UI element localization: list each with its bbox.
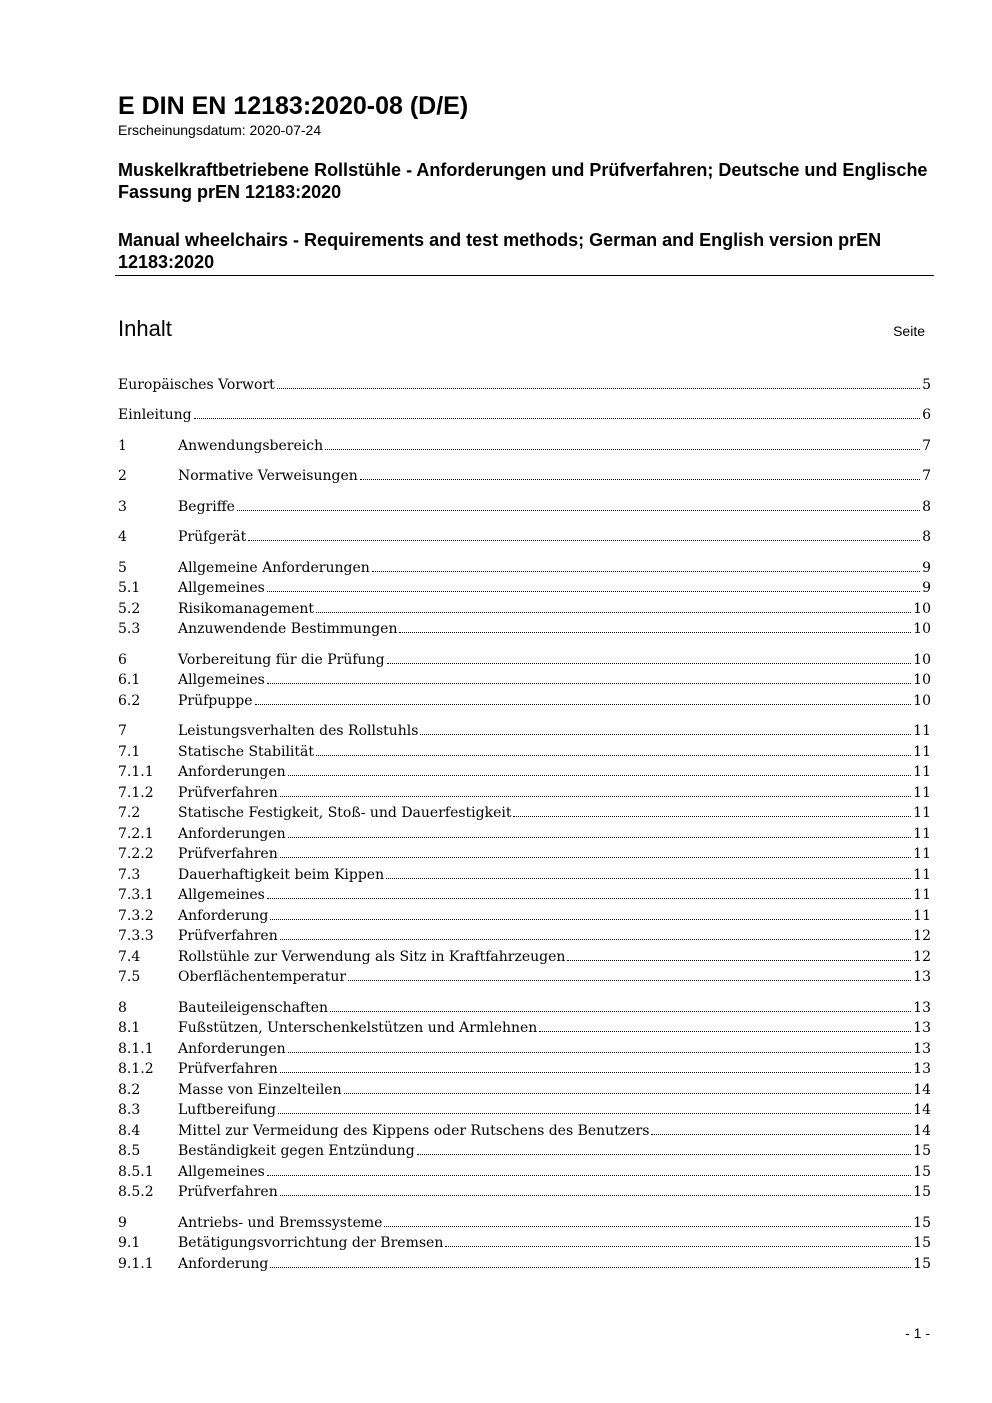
toc-dot-leader [280, 939, 911, 940]
toc-entry-page: 12 [913, 948, 931, 965]
toc-entry[interactable] [118, 944, 931, 965]
toc-entry-number: 9.1 [118, 1235, 141, 1251]
toc-entry-title: Masse von Einzelteilen [178, 1081, 342, 1098]
toc-dot-leader [651, 1134, 911, 1135]
toc-entry[interactable] [118, 403, 931, 424]
toc-entry-page: 9 [922, 559, 931, 576]
toc-entry[interactable] [118, 1077, 931, 1098]
toc-entry-title: Dauerhaftigkeit beim Kippen [178, 866, 385, 883]
toc-dot-leader [348, 980, 911, 981]
toc-entry-title: Anforderung [178, 907, 269, 924]
toc-entry[interactable] [118, 617, 931, 638]
toc-entry-title: Prüfpuppe [178, 692, 253, 709]
toc-entry-page: 11 [913, 887, 931, 903]
toc-dot-leader [445, 1246, 911, 1247]
toc-entry[interactable] [118, 525, 931, 546]
toc-entry-number: 7.2 [118, 805, 141, 821]
toc-entry[interactable] [118, 903, 931, 924]
toc-entry-page: 12 [913, 928, 931, 944]
toc-entry[interactable] [118, 596, 931, 617]
toc-dot-leader [316, 755, 911, 756]
toc-dot-leader [267, 683, 911, 684]
toc-entry[interactable] [118, 647, 931, 668]
toc-entry-title: Anforderung [178, 1255, 269, 1272]
toc-entry-number: 7.3.2 [118, 907, 154, 924]
toc-entry-number: 7.1 [118, 743, 141, 760]
toc-dot-leader [280, 796, 911, 797]
toc-entry-number: 8.3 [118, 1102, 141, 1118]
toc-entry-page: 11 [913, 743, 931, 760]
toc-entry-title: Prüfverfahren [178, 784, 278, 801]
toc-dot-leader [360, 479, 920, 480]
toc-dot-leader [237, 510, 920, 511]
toc-entry-page: 11 [913, 866, 931, 883]
toc-entry-number: 7 [118, 723, 127, 739]
toc-entry[interactable] [118, 668, 931, 689]
toc-entry-title: Anzuwendende Bestimmungen [178, 621, 398, 637]
toc-entry-number: 8.5 [118, 1143, 141, 1159]
toc-entry[interactable] [118, 821, 931, 842]
toc-entry-number: 6 [118, 651, 127, 668]
toc-entry-number: 8.1.2 [118, 1061, 154, 1077]
toc-entry-number: 5.2 [118, 600, 141, 617]
toc-dot-leader [280, 1195, 911, 1196]
toc-entry-page: 10 [913, 672, 931, 688]
toc-entry-number: 4 [118, 529, 127, 545]
toc-entry[interactable] [118, 1139, 931, 1160]
toc-entry[interactable] [118, 576, 931, 597]
toc-entry[interactable] [118, 739, 931, 760]
toc-entry-title: Begriffe [178, 498, 235, 515]
toc-entry[interactable] [118, 1251, 931, 1272]
toc-entry-title: Allgemeines [178, 1163, 265, 1180]
toc-entry-page: 14 [913, 1102, 931, 1118]
toc-entry-page: 15 [913, 1143, 931, 1159]
toc-entry-page: 5 [922, 376, 931, 393]
toc-dot-leader [255, 704, 912, 705]
toc-entry-title: Oberflächentemperatur [178, 969, 347, 985]
toc-dot-leader [194, 418, 921, 419]
toc-entry-number: 7.2.2 [118, 846, 154, 862]
toc-dot-leader [372, 571, 920, 572]
toc-page-label: Seite [893, 323, 925, 339]
toc-dot-leader [539, 1031, 911, 1032]
toc-entry-page: 11 [913, 764, 931, 780]
toc-dot-leader [270, 919, 911, 920]
toc-entry[interactable] [118, 494, 931, 515]
toc-entry-title: Prüfverfahren [178, 928, 278, 944]
toc-entry-page: 10 [913, 692, 931, 709]
title-english: Manual wheelchairs - Requirements and test methods; German and English version prEN 12183:2020 [118, 230, 882, 272]
toc-dot-leader [288, 837, 912, 838]
toc-entry-page: 9 [922, 580, 931, 596]
toc-entry-page: 11 [913, 846, 931, 862]
toc-entry-page: 13 [913, 969, 931, 985]
toc-entry[interactable] [118, 842, 931, 863]
publication-date: Erscheinungsdatum: 2020-07-24 [118, 122, 322, 138]
toc-entry[interactable] [118, 719, 931, 740]
toc-dot-leader [267, 1175, 911, 1176]
toc-entry-title: Prüfverfahren [178, 846, 278, 862]
toc-entry-page: 6 [922, 407, 931, 423]
toc-entry-title: Allgemeine Anforderungen [178, 559, 370, 576]
toc-entry-number: 7.3.1 [118, 887, 154, 903]
toc-entry-page: 10 [913, 621, 931, 637]
toc-entry[interactable] [118, 1231, 931, 1252]
toc-entry-title: Betätigungsvorrichtung der Bremsen [178, 1235, 444, 1251]
toc-entry-title: Anwendungsbereich [178, 437, 324, 454]
toc-entry-page: 11 [913, 723, 931, 739]
toc-entry-number: 7.4 [118, 948, 141, 965]
toc-heading: Inhalt [118, 316, 172, 341]
toc-entry-page: 10 [913, 651, 931, 668]
toc-entry-page: 14 [913, 1081, 931, 1098]
toc-entry-title: Beständigkeit gegen Entzündung [178, 1143, 415, 1159]
toc-entry-page: 13 [913, 1061, 931, 1077]
toc-entry-title: Fußstützen, Unterschenkelstützen und Armlehnen [178, 1020, 538, 1036]
toc-entry-number: 5 [118, 559, 127, 576]
toc-entry[interactable] [118, 965, 931, 986]
toc-dot-leader [267, 591, 920, 592]
toc-entry[interactable] [118, 760, 931, 781]
toc-entry-page: 7 [922, 468, 931, 484]
toc-entry-page: 15 [913, 1235, 931, 1251]
toc-entry-title: Rollstühle zur Verwendung als Sitz in Kraftfahrzeugen [178, 948, 566, 965]
toc-dot-leader [567, 960, 911, 961]
toc-entry-page: 8 [922, 529, 931, 545]
toc-entry-page: 11 [913, 805, 931, 821]
toc-entry-number: 2 [118, 468, 127, 484]
toc-entry[interactable] [118, 555, 931, 576]
toc-entry-number: 6.1 [118, 672, 141, 688]
toc-entry[interactable] [118, 372, 931, 393]
toc-entry-page: 11 [913, 825, 931, 842]
toc-dot-leader [387, 663, 912, 664]
toc-entry-title: Vorbereitung für die Prüfung [178, 651, 385, 668]
toc-entry-title: Risikomanagement [178, 600, 315, 617]
toc-entry-number: 3 [118, 498, 127, 515]
toc-entry-page: 13 [913, 1040, 931, 1057]
toc-entry-number: 8.5.2 [118, 1184, 154, 1200]
toc-dot-leader [325, 449, 920, 450]
toc-entry-number: 8.1.1 [118, 1040, 154, 1057]
toc-entry[interactable] [118, 1210, 931, 1231]
toc-entry-number: 7.3.3 [118, 928, 154, 944]
toc-entry-title: Statische Festigkeit, Stoß- und Dauerfestigkeit [178, 805, 512, 821]
toc-entry[interactable] [118, 883, 931, 904]
toc-entry-number: 5.3 [118, 621, 141, 637]
toc-dot-leader [399, 632, 911, 633]
toc-entry[interactable] [118, 780, 931, 801]
toc-entry-number: 9.1.1 [118, 1255, 154, 1272]
toc-entry-page: 15 [913, 1163, 931, 1180]
header-rule [115, 275, 934, 276]
toc-dot-leader [288, 1052, 912, 1053]
toc-entry-title: Statische Stabilität [178, 743, 315, 760]
toc-dot-leader [270, 1267, 911, 1268]
toc-entry[interactable] [118, 433, 931, 454]
toc-dot-leader [278, 1113, 911, 1114]
toc-dot-leader [280, 1072, 911, 1073]
toc-dot-leader [420, 734, 911, 735]
toc-dot-leader [316, 612, 911, 613]
toc-entry-title: Anforderungen [178, 1040, 286, 1057]
toc-entry-number: 8.2 [118, 1081, 141, 1098]
toc-entry[interactable] [118, 1118, 931, 1139]
toc-entry-number: 7.2.1 [118, 825, 154, 842]
toc-entry-number: 6.2 [118, 692, 141, 709]
toc-entry-page: 7 [922, 437, 931, 454]
toc-entry-title: Prüfverfahren [178, 1184, 278, 1200]
toc-dot-leader [248, 540, 920, 541]
toc-dot-leader [344, 1093, 912, 1094]
toc-dot-leader [417, 1154, 912, 1155]
toc-entry-page: 13 [913, 1020, 931, 1036]
toc-entry[interactable] [118, 1036, 931, 1057]
toc-entry[interactable] [118, 464, 931, 485]
toc-entry-page: 15 [913, 1214, 931, 1231]
toc-entry-title: Europäisches Vorwort [118, 376, 275, 393]
toc-entry-number: 1 [118, 437, 127, 454]
title-german: Muskelkraftbetriebene Rollstühle - Anforderungen und Prüfverfahren; Deutsche und Englische Fassung prEN 12183:2020 [118, 160, 928, 202]
toc-dot-leader [280, 857, 911, 858]
toc-entry-title: Luftbereifung [178, 1102, 276, 1118]
page-number: - 1 - [905, 1325, 930, 1341]
table-of-contents [118, 372, 931, 1272]
toc-entry-title: Allgemeines [178, 887, 265, 903]
toc-entry-page: 10 [913, 600, 931, 617]
toc-entry-page: 13 [913, 999, 931, 1016]
toc-entry-page: 14 [913, 1122, 931, 1139]
toc-entry-title: Normative Verweisungen [178, 468, 358, 484]
toc-entry-number: 5.1 [118, 580, 141, 596]
toc-entry-page: 15 [913, 1255, 931, 1272]
toc-entry[interactable] [118, 1180, 931, 1201]
toc-entry-number: 7.3 [118, 866, 141, 883]
toc-dot-leader [513, 816, 911, 817]
toc-dot-leader [330, 1011, 911, 1012]
toc-entry-number: 7.1.1 [118, 764, 154, 780]
toc-entry[interactable] [118, 1159, 931, 1180]
toc-entry-number: 7.1.2 [118, 784, 154, 801]
toc-dot-leader [386, 878, 911, 879]
toc-entry-title: Antriebs- und Bremssysteme [178, 1214, 383, 1231]
toc-entry-title: Einleitung [118, 407, 192, 423]
toc-entry-page: 15 [913, 1184, 931, 1200]
toc-entry-title: Allgemeines [178, 672, 265, 688]
toc-entry[interactable] [118, 924, 931, 945]
toc-entry[interactable] [118, 995, 931, 1016]
toc-entry[interactable] [118, 801, 931, 822]
toc-entry-title: Bauteileigenschaften [178, 999, 329, 1016]
toc-entry-title: Mittel zur Vermeidung des Kippens oder Rutschens des Benutzers [178, 1122, 650, 1139]
toc-entry-page: 11 [913, 784, 931, 801]
toc-dot-leader [384, 1226, 911, 1227]
toc-entry-title: Anforderungen [178, 825, 286, 842]
toc-entry-title: Leistungsverhalten des Rollstuhls [178, 723, 419, 739]
toc-entry-title: Prüfverfahren [178, 1061, 278, 1077]
toc-entry-number: 8.4 [118, 1122, 141, 1139]
toc-entry-title: Anforderungen [178, 764, 286, 780]
toc-entry-number: 7.5 [118, 969, 141, 985]
toc-entry[interactable] [118, 1016, 931, 1037]
toc-entry[interactable] [118, 1098, 931, 1119]
toc-entry-title: Allgemeines [178, 580, 265, 596]
document-id: E DIN EN 12183:2020-08 (D/E) [118, 92, 469, 120]
toc-dot-leader [277, 388, 920, 389]
toc-entry-number: 8.5.1 [118, 1163, 154, 1180]
toc-entry-number: 9 [118, 1214, 127, 1231]
toc-entry-title: Prüfgerät [178, 529, 247, 545]
toc-entry[interactable] [118, 1057, 931, 1078]
toc-dot-leader [267, 898, 911, 899]
toc-entry[interactable] [118, 688, 931, 709]
toc-dot-leader [288, 775, 912, 776]
toc-entry-page: 11 [913, 907, 931, 924]
toc-entry-page: 8 [922, 498, 931, 515]
toc-entry-number: 8.1 [118, 1020, 141, 1036]
toc-entry-number: 8 [118, 999, 127, 1016]
toc-entry[interactable] [118, 862, 931, 883]
